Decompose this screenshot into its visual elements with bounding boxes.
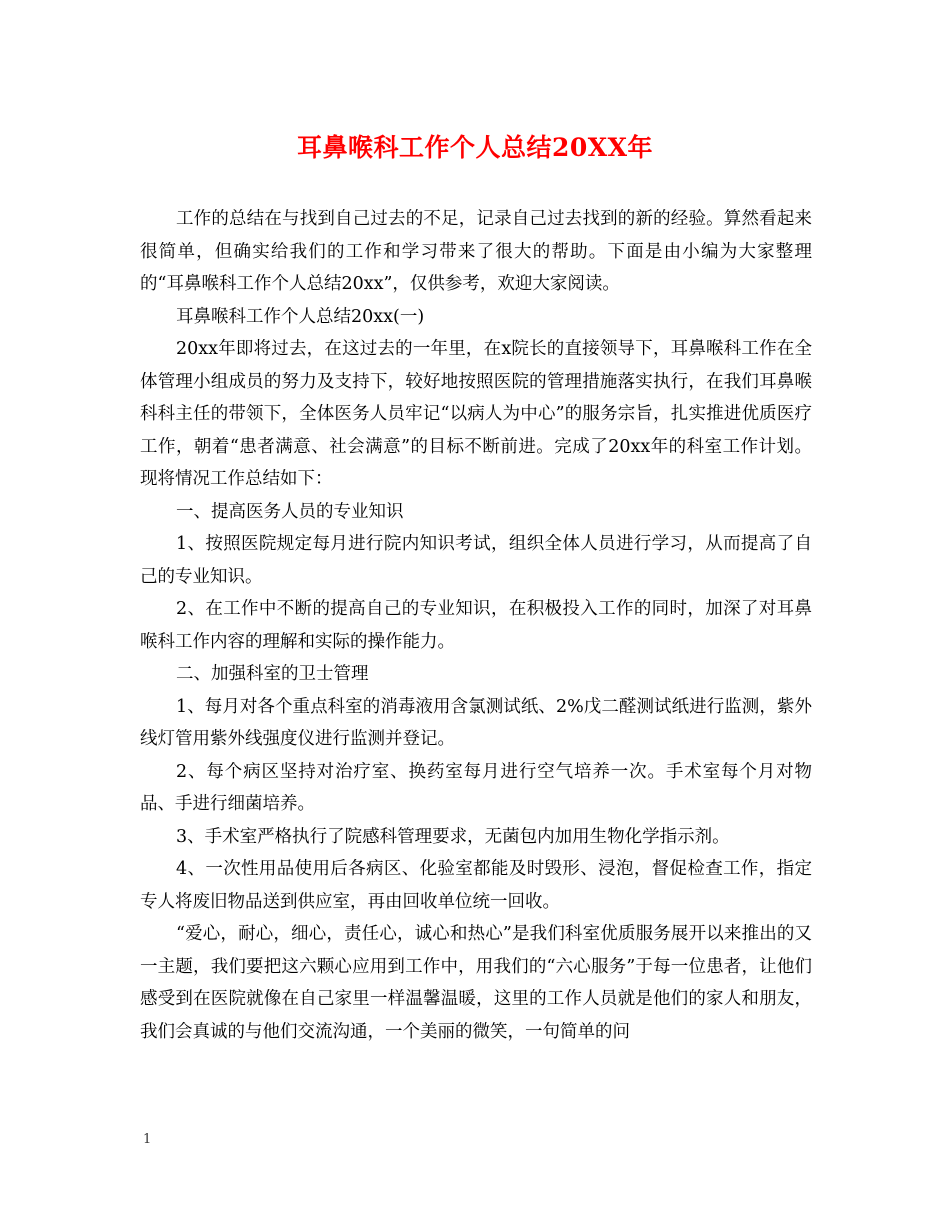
page-number: 1 [143, 1132, 152, 1147]
list-item-hygiene-1: 1、每月对各个重点科室的消毒液用含氯测试纸、2%戊二醛测试纸进行监测，紫外线灯管用紫外线强度仪进行监测并登记。 [140, 696, 812, 749]
list-item-hygiene-2: 2、每个病区坚持对治疗室、换药室每月进行空气培养一次。手术室每个月对物品、手进行细菌培养。 [140, 761, 812, 814]
list-item-knowledge-2: 2、在工作中不断的提高自己的专业知识，在积极投入工作的同时，加深了对耳鼻喉科工作内容的理解和实际的操作能力。 [140, 599, 812, 652]
section-heading-hygiene: 二、加强科室的卫士管理 [176, 664, 369, 684]
paragraph-six-hearts: “爱心，耐心，细心，责任心，诚心和热心”是我们科室优质服务展开以来推出的又一主题，我们要把这六颗心应用到工作中，用我们的“六心服务”于每一位患者，让他们感受到在医院就像在自己家里一样温馨温暖，这里的工作人员就是他们的家人和朋友，我们会真诚的与他们交流沟通，一个美丽的微笑，一句简单的问 [140, 924, 812, 1042]
document-body [140, 203, 812, 1048]
list-item-knowledge-1: 1、按照医院规定每月进行院内知识考试，组织全体人员进行学习，从而提高了自己的专业知识。 [140, 534, 812, 587]
page-title: 耳鼻喉科工作个人总结20XX年 [296, 133, 654, 162]
paragraph-overview: 20xx年即将过去，在这过去的一年里，在x院长的直接领导下，耳鼻喉科工作在全体管理小组成员的努力及支持下，较好地按照医院的管理措施落实执行，在我们耳鼻喉科科主任的带领下，全体医务人员牢记“以病人为中心”的服务宗旨，扎实推进优质医疗工作，朝着“患者满意、社会满意”的目标不断前进。完成了20xx年的科室工作计划。现将情况工作总结如下： [140, 339, 812, 489]
section-heading-knowledge: 一、提高医务人员的专业知识 [176, 501, 404, 522]
paragraph-intro: 工作的总结在与找到自己过去的不足，记录自己过去找到的新的经验。算然看起来很简单，但确实给我们的工作和学习带来了很大的帮助。下面是由小编为大家整理的“耳鼻喉科工作个人总结20xx”，仅供参考，欢迎大家阅读。 [140, 209, 812, 294]
list-item-hygiene-4: 4、一次性用品使用后各病区、化验室都能及时毁形、浸泡，督促检查工作，指定专人将废旧物品送到供应室，再由回收单位统一回收。 [140, 859, 812, 912]
section-heading-part-one: 耳鼻喉科工作个人总结20xx(一) [176, 306, 425, 327]
list-item-hygiene-3: 3、手术室严格执行了院感科管理要求，无菌包内加用生物化学指示剂。 [176, 826, 730, 847]
